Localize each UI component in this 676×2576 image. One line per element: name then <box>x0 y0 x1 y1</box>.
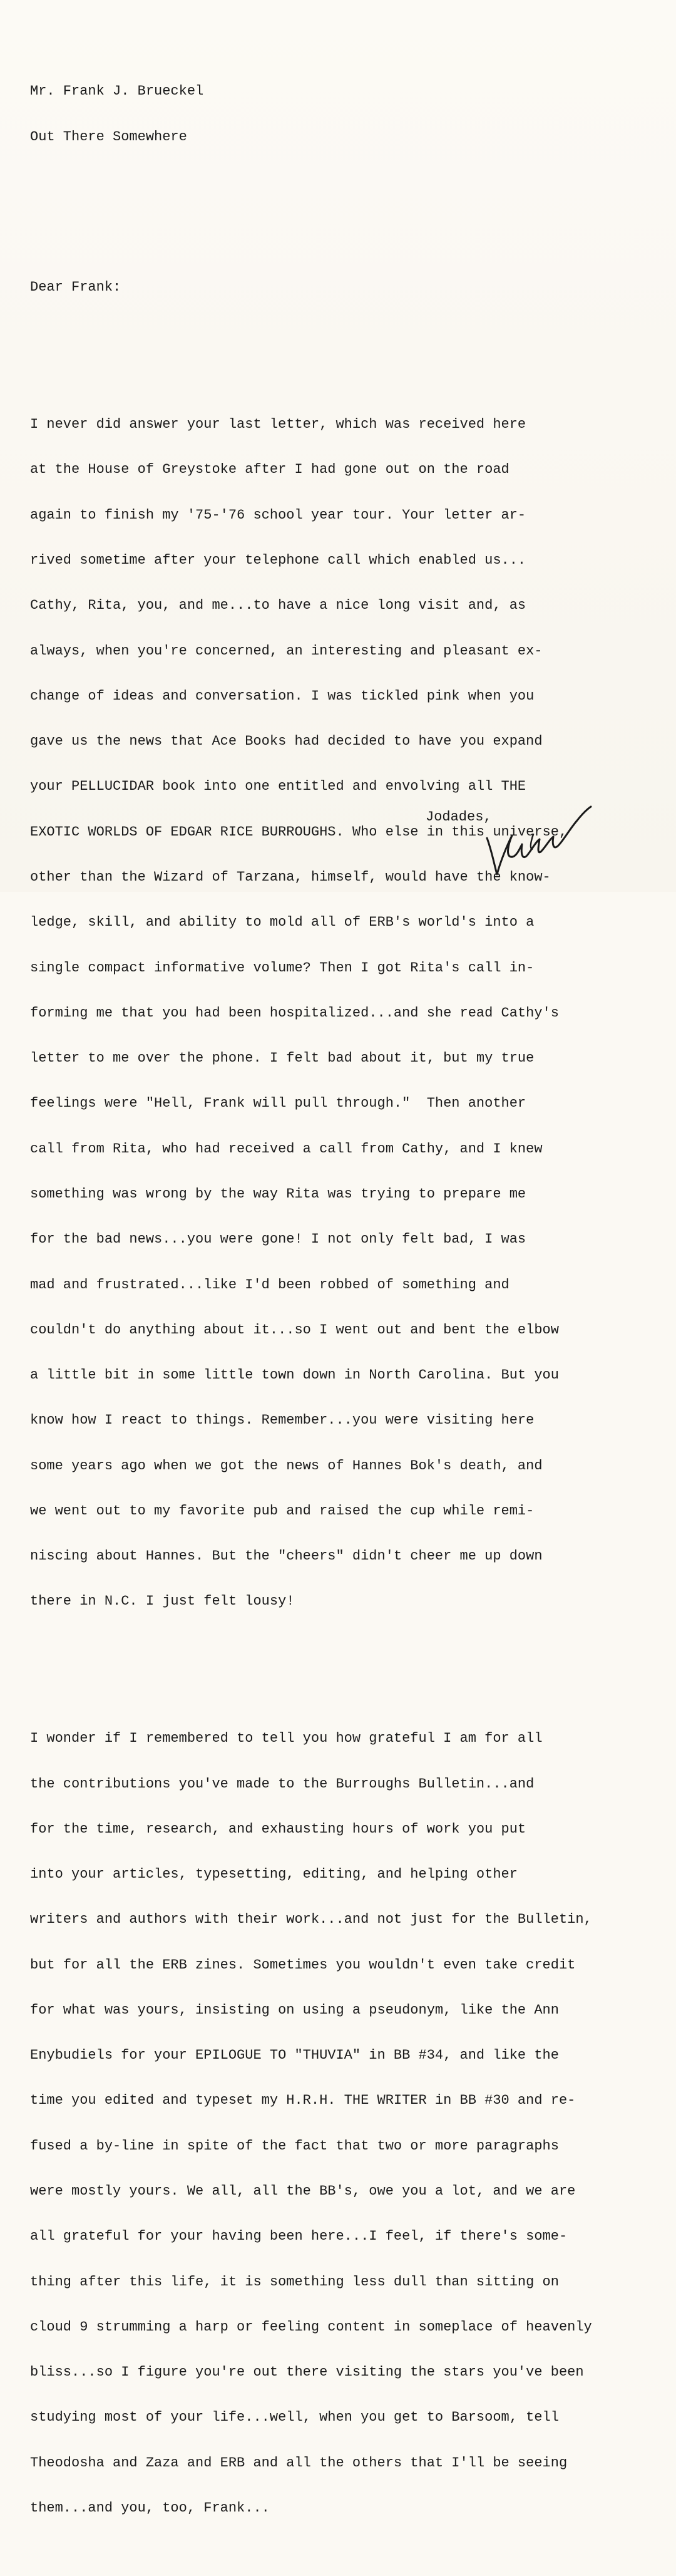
text-line: we went out to my favorite pub and raised the cup while remi- <box>30 1503 535 1519</box>
text-line: for the time, research, and exhausting hours of work you put <box>30 1821 526 1837</box>
text-line: rived sometime after your telephone call which enabled us... <box>30 552 526 568</box>
text-line: Enybudiels for your EPILOGUE TO "THUVIA" in BB #34, and like the <box>30 2047 559 2064</box>
text-line: writers and authors with their work...and not just for the Bulletin, <box>30 1911 592 1928</box>
recipient-address <box>30 54 668 175</box>
text-line: gave us the news that Ace Books had decided to have you expand <box>30 733 543 750</box>
text-line: into your articles, typesetting, editing, and helping other <box>30 1866 518 1883</box>
letter-body <box>30 24 668 2576</box>
text-line: know how I react to things. Remember...you were visiting here <box>30 1412 535 1429</box>
text-line: EXOTIC WORLDS OF EDGAR RICE BURROUGHS. Who else in this universe, <box>30 824 568 840</box>
text-line: change of ideas and conversation. I was tickled pink when you <box>30 688 535 704</box>
text-line: single compact informative volume? Then I got Rita's call in- <box>30 960 535 976</box>
address-line: Mr. Frank J. Brueckel <box>30 83 204 100</box>
text-line: but for all the ERB zines. Sometimes you wouldn't even take credit <box>30 1957 576 1973</box>
closing: Jodades, <box>426 809 492 825</box>
text-line: time you edited and typeset my H.R.H. THE WRITER in BB #30 and re- <box>30 2092 576 2109</box>
text-line: mad and frustrated...like I'd been robbed of something and <box>30 1276 510 1293</box>
text-line: there in N.C. I just felt lousy! <box>30 1593 295 1610</box>
text-line: for the bad news...you were gone! I not only felt bad, I was <box>30 1231 526 1248</box>
text-line: at the House of Greystoke after I had gone out on the road <box>30 462 510 478</box>
text-line: a little bit in some little town down in North Carolina. But you <box>30 1367 559 1384</box>
text-line: them...and you, too, Frank... <box>30 2500 270 2516</box>
text-line: some years ago when we got the news of Hannes Bok's death, and <box>30 1457 543 1474</box>
text-line: niscing about Hannes. But the "cheers" didn't cheer me up down <box>30 1548 543 1565</box>
handwritten-signature <box>476 795 595 883</box>
address-line: Out There Somewhere <box>30 128 187 145</box>
text-line: bliss...so I figure you're out there visiting the stars you've been <box>30 2364 584 2381</box>
text-line: call from Rita, who had received a call from Cathy, and I knew <box>30 1141 543 1157</box>
text-line: I wonder if I remembered to tell you how grateful I am for all <box>30 1730 543 1747</box>
text-line: your PELLUCIDAR book into one entitled and envolving all THE <box>30 778 526 795</box>
text-line: again to finish my '75-'76 school year tour. Your letter ar- <box>30 507 526 523</box>
text-line: something was wrong by the way Rita was trying to prepare me <box>30 1186 526 1202</box>
text-line: for what was yours, insisting on using a pseudonym, like the Ann <box>30 2002 559 2018</box>
text-line: couldn't do anything about it...so I went out and bent the elbow <box>30 1322 559 1338</box>
paragraph-1 <box>30 387 668 1640</box>
text-line: Theodosha and Zaza and ERB and all the others that I'll be seeing <box>30 2454 568 2471</box>
text-line: I never did answer your last letter, which was received here <box>30 416 526 433</box>
text-line: cloud 9 strumming a harp or feeling content in someplace of heavenly <box>30 2319 592 2335</box>
text-line: Cathy, Rita, you, and me...to have a nice long visit and, as <box>30 597 526 614</box>
paragraph-2 <box>30 1701 668 2546</box>
text-line: always, when you're concerned, an interesting and pleasant ex- <box>30 643 543 659</box>
text-line: feelings were "Hell, Frank will pull through." Then another <box>30 1095 526 1112</box>
text-line: ledge, skill, and ability to mold all of ERB's world's into a <box>30 914 535 931</box>
text-line: studying most of your life...well, when you get to Barsoom, tell <box>30 2409 559 2426</box>
text-line: were mostly yours. We all, all the BB's, owe you a lot, and we are <box>30 2183 576 2200</box>
text-line: other than the Wizard of Tarzana, himself, would have the know- <box>30 869 551 885</box>
text-line: thing after this life, it is something less dull than sitting on <box>30 2273 559 2290</box>
text-line: forming me that you had been hospitalized...and she read Cathy's <box>30 1005 559 1021</box>
text-line: fused a by-line in spite of the fact that two or more paragraphs <box>30 2138 559 2154</box>
salutation <box>30 250 668 325</box>
text-line: letter to me over the phone. I felt bad about it, but my true <box>30 1050 535 1067</box>
text-line: the contributions you've made to the Burroughs Bulletin...and <box>30 1776 535 1792</box>
salutation-text: Dear Frank: <box>30 279 121 296</box>
text-line: all grateful for your having been here...I feel, if there's some- <box>30 2228 568 2245</box>
